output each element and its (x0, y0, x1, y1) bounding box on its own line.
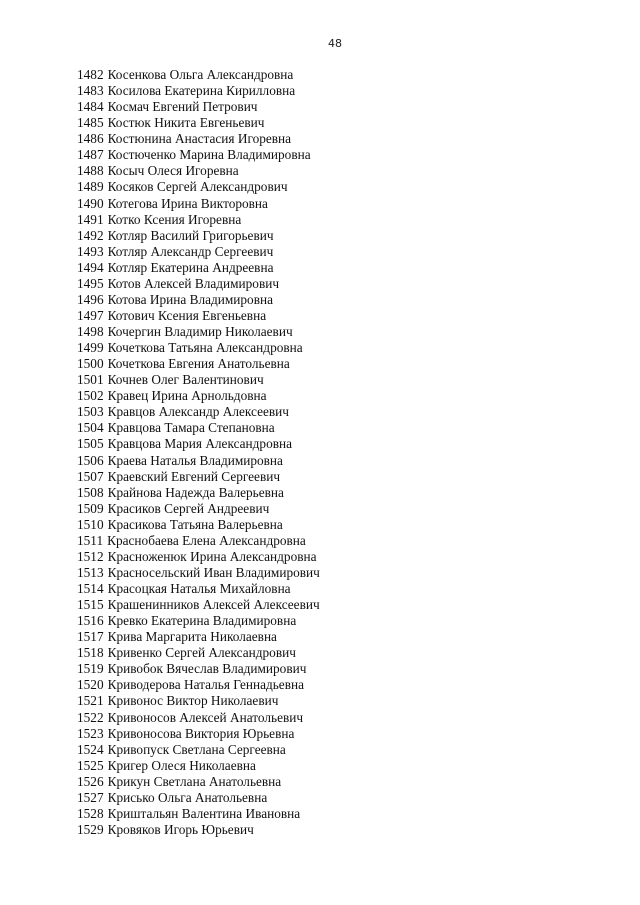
entry-number: 1496 (77, 291, 104, 307)
list-item (77, 501, 320, 517)
entry-number: 1513 (77, 564, 104, 580)
entry-name: Кочеткова Евгения Анатольевна (107, 356, 290, 372)
list-item (77, 131, 320, 147)
entry-name: Кочергин Владимир Николаевич (107, 324, 293, 339)
entry-number: 1494 (77, 259, 104, 275)
entry-number: 1491 (77, 211, 104, 227)
entry-name: Крива Маргарита Николаевна (107, 629, 277, 645)
entry-name: Костюк Никита Евгеньевич (107, 115, 265, 131)
list-item (77, 436, 320, 452)
list-item (77, 99, 320, 115)
entry-name: Кочнев Олег Валентинович (107, 372, 264, 388)
entry-number: 1502 (77, 388, 104, 404)
entry-number: 1528 (77, 805, 104, 821)
entry-number: 1511 (77, 532, 104, 548)
entry-name: Кравцова Тамара Степановна (107, 420, 275, 436)
entry-number: 1503 (77, 404, 104, 420)
list-item (77, 276, 320, 292)
list-item (77, 260, 320, 276)
list-item (77, 629, 320, 645)
entry-number: 1507 (77, 468, 104, 484)
list-item (77, 758, 320, 774)
entry-name: Космач Евгений Петрович (107, 99, 258, 115)
page-number: 48 (328, 37, 342, 50)
list-item (77, 485, 320, 501)
entry-name: Косенкова Ольга Александровна (107, 67, 294, 82)
entry-number: 1506 (77, 452, 104, 468)
list-item (77, 67, 320, 83)
entry-name: Котова Ирина Владимировна (107, 291, 274, 307)
entry-number: 1482 (77, 67, 104, 82)
entry-name: Кравцов Александр Алексеевич (107, 404, 289, 420)
entry-number: 1520 (77, 677, 104, 693)
entry-number: 1488 (77, 163, 104, 179)
entry-name: Кравец Ирина Арнольдовна (107, 388, 267, 404)
entry-number: 1510 (77, 516, 104, 532)
list-item (77, 372, 320, 388)
list-item (77, 661, 320, 677)
entry-name: Кочеткова Татьяна Александровна (107, 340, 303, 356)
list-item (77, 645, 320, 661)
list-item (77, 613, 320, 629)
entry-number: 1487 (77, 147, 104, 163)
list-item (77, 806, 320, 822)
entry-number: 1527 (77, 789, 104, 805)
entry-name: Кривопуск Светлана Сергеевна (107, 741, 286, 757)
list-item (77, 517, 320, 533)
list-item (77, 388, 320, 404)
entry-name: Краснобаева Елена Александровна (107, 532, 306, 548)
entry-number: 1509 (77, 500, 104, 516)
entry-name: Красикова Татьяна Валерьевна (107, 516, 283, 532)
list-item (77, 196, 320, 212)
entry-name: Крисько Ольга Анатольевна (107, 789, 268, 805)
entry-name: Крикун Светлана Анатольевна (107, 773, 282, 789)
entry-name: Кривоносов Алексей Анатольевич (107, 709, 304, 725)
list-item (77, 83, 320, 99)
entry-number: 1492 (77, 227, 104, 243)
entry-number: 1484 (77, 99, 104, 115)
entry-name: Красноженюк Ирина Александровна (107, 548, 317, 564)
list-item (77, 404, 320, 420)
entry-number: 1498 (77, 324, 104, 339)
list-item (77, 163, 320, 179)
list-item (77, 565, 320, 581)
entry-number: 1523 (77, 725, 104, 741)
entry-name: Косяков Сергей Александрович (107, 179, 288, 195)
list-item (77, 228, 320, 244)
name-list (77, 67, 320, 838)
list-item (77, 790, 320, 806)
entry-number: 1529 (77, 821, 104, 837)
entry-name: Кривоносова Виктория Юрьевна (107, 725, 295, 741)
list-item (77, 212, 320, 228)
entry-number: 1519 (77, 661, 104, 677)
list-item (77, 742, 320, 758)
entry-number: 1517 (77, 629, 104, 645)
list-item (77, 147, 320, 163)
list-item (77, 822, 320, 838)
entry-name: Котов Алексей Владимирович (107, 275, 280, 291)
entry-name: Красносельский Иван Владимирович (107, 564, 320, 580)
list-item (77, 453, 320, 469)
entry-number: 1495 (77, 275, 104, 291)
list-item (77, 693, 320, 709)
entry-name: Котко Ксения Игоревна (107, 211, 242, 227)
list-item (77, 549, 320, 565)
entry-number: 1500 (77, 356, 104, 372)
entry-number: 1499 (77, 340, 104, 356)
entry-number: 1493 (77, 243, 104, 259)
list-item (77, 292, 320, 308)
list-item (77, 324, 320, 340)
entry-number: 1486 (77, 131, 104, 147)
entry-name: Косилова Екатерина Кирилловна (107, 83, 296, 99)
entry-name: Красиков Сергей Андреевич (107, 500, 270, 516)
entry-name: Котович Ксения Евгеньевна (107, 307, 267, 323)
entry-name: Котляр Екатерина Андреевна (107, 259, 274, 275)
entry-number: 1504 (77, 420, 104, 436)
entry-name: Криводерова Наталья Геннадьевна (107, 677, 305, 693)
entry-name: Кривонос Виктор Николаевич (107, 693, 279, 709)
entry-name: Кривенко Сергей Александрович (107, 645, 296, 661)
entry-number: 1505 (77, 436, 104, 452)
entry-name: Котляр Александр Сергеевич (107, 243, 274, 259)
entry-number: 1489 (77, 179, 104, 195)
entry-number: 1524 (77, 741, 104, 757)
entry-name: Крашенинников Алексей Алексеевич (107, 597, 320, 613)
entry-name: Краевский Евгений Сергеевич (107, 468, 281, 484)
entry-name: Краева Наталья Владимировна (107, 452, 283, 468)
entry-name: Кровяков Игорь Юрьевич (107, 821, 254, 837)
list-item (77, 420, 320, 436)
entry-name: Косыч Олеся Игоревна (107, 163, 239, 179)
list-item (77, 115, 320, 131)
list-item (77, 533, 320, 549)
entry-name: Котегова Ирина Викторовна (107, 195, 268, 211)
entry-name: Кравцова Мария Александровна (107, 436, 293, 452)
entry-number: 1522 (77, 709, 104, 725)
entry-number: 1485 (77, 115, 104, 131)
list-item (77, 179, 320, 195)
entry-number: 1516 (77, 613, 104, 629)
entry-number: 1501 (77, 372, 104, 388)
entry-number: 1497 (77, 307, 104, 323)
entry-name: Костюнина Анастасия Игоревна (107, 131, 292, 147)
list-item (77, 774, 320, 790)
list-item (77, 726, 320, 742)
list-item (77, 469, 320, 485)
list-item (77, 597, 320, 613)
entry-number: 1526 (77, 773, 104, 789)
entry-name: Костюченко Марина Владимировна (107, 147, 311, 163)
entry-name: Котляр Василий Григорьевич (107, 227, 274, 243)
entry-name: Кривобок Вячеслав Владимирович (107, 661, 307, 677)
list-item (77, 356, 320, 372)
entry-name: Крайнова Надежда Валерьевна (107, 484, 284, 500)
list-item (77, 340, 320, 356)
entry-name: Красоцкая Наталья Михайловна (107, 581, 291, 596)
list-item (77, 244, 320, 260)
list-item (77, 677, 320, 693)
entry-number: 1512 (77, 548, 104, 564)
list-item (77, 308, 320, 324)
entry-name: Кревко Екатерина Владимировна (107, 613, 297, 629)
entry-number: 1490 (77, 195, 104, 211)
entry-number: 1518 (77, 645, 104, 661)
entry-number: 1514 (77, 581, 104, 596)
list-item (77, 710, 320, 726)
entry-name: Криштальян Валентина Ивановна (107, 805, 301, 821)
list-item (77, 581, 320, 597)
entry-number: 1525 (77, 757, 104, 773)
entry-number: 1521 (77, 693, 104, 709)
entry-name: Кригер Олеся Николаевна (107, 757, 256, 773)
entry-number: 1515 (77, 597, 104, 613)
entry-number: 1508 (77, 484, 104, 500)
entry-number: 1483 (77, 83, 104, 99)
